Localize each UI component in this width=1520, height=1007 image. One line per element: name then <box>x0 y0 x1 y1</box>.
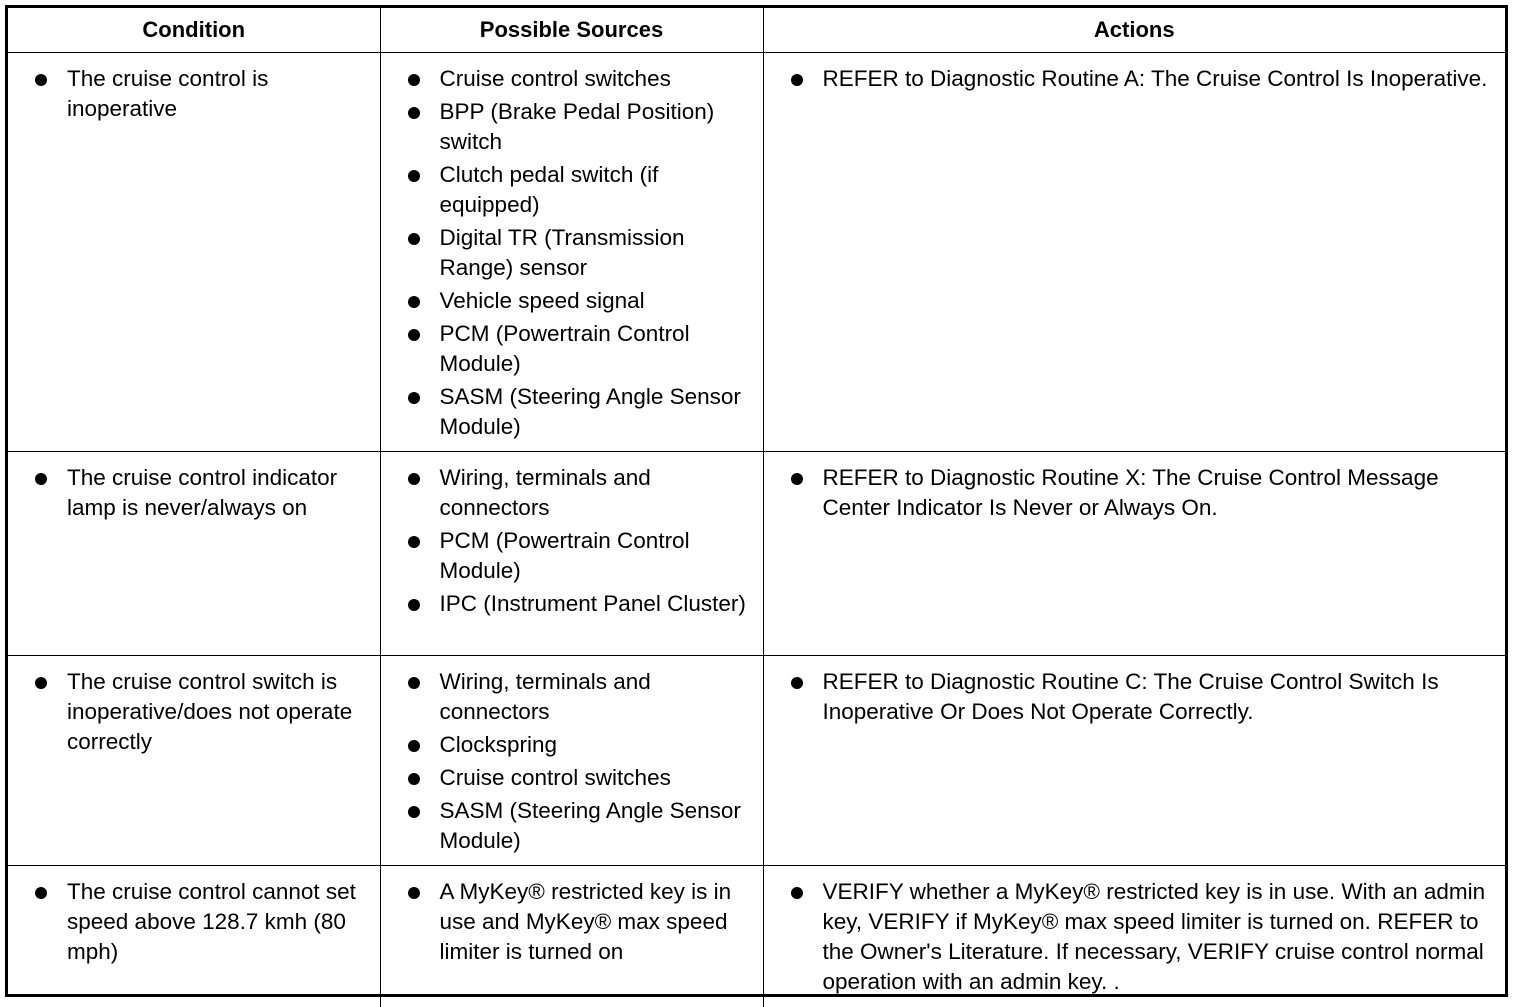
diagnostic-table-frame <box>5 5 1508 997</box>
header-possible-sources: Possible Sources <box>380 8 763 53</box>
table-row <box>8 53 1505 452</box>
source-item: SASM (Steering Angle Sensor Module) <box>401 382 755 442</box>
action-text: REFER to Diagnostic Routine A: The Cruise Control Is Inoperative. <box>784 64 1498 94</box>
source-item: PCM (Powertrain Control Module) <box>401 319 755 379</box>
source-item: Wiring, terminals and connectors <box>401 463 755 523</box>
header-row <box>8 8 1505 53</box>
action-cell <box>763 866 1505 1007</box>
source-item: Cruise control switches <box>401 64 755 94</box>
source-item: BPP (Brake Pedal Position) switch <box>401 97 755 157</box>
header-actions: Actions <box>763 8 1505 53</box>
sources-cell <box>380 452 763 656</box>
table-row <box>8 656 1505 866</box>
condition-cell <box>8 53 380 452</box>
condition-cell <box>8 656 380 866</box>
sources-cell <box>380 656 763 866</box>
action-text: REFER to Diagnostic Routine C: The Cruise Control Switch Is Inoperative Or Does Not Operate Correctly. <box>784 667 1498 727</box>
condition-cell <box>8 866 380 1007</box>
table-row <box>8 866 1505 1007</box>
source-item: SASM (Steering Angle Sensor Module) <box>401 796 755 856</box>
condition-text: The cruise control switch is inoperative/does not operate correctly <box>28 667 372 757</box>
action-cell <box>763 53 1505 452</box>
condition-text: The cruise control cannot set speed above 128.7 kmh (80 mph) <box>28 877 372 967</box>
action-text: VERIFY whether a MyKey® restricted key is in use. With an admin key, VERIFY if MyKey® max speed limiter is turned on. REFER to the Owner's Literature. If necessary, VERIFY cruise control normal operation with an admin key. . <box>784 877 1498 997</box>
source-item: A MyKey® restricted key is in use and MyKey® max speed limiter is turned on <box>401 877 755 967</box>
source-item: Clockspring <box>401 730 755 760</box>
source-item: Cruise control switches <box>401 763 755 793</box>
table-row <box>8 452 1505 656</box>
action-cell <box>763 656 1505 866</box>
source-item: Clutch pedal switch (if equipped) <box>401 160 755 220</box>
source-item: Digital TR (Transmission Range) sensor <box>401 223 755 283</box>
symptom-chart-table <box>8 8 1505 1007</box>
header-condition: Condition <box>8 8 380 53</box>
action-text: REFER to Diagnostic Routine X: The Cruise Control Message Center Indicator Is Never or Always On. <box>784 463 1498 523</box>
condition-text: The cruise control indicator lamp is never/always on <box>28 463 372 523</box>
source-item: IPC (Instrument Panel Cluster) <box>401 589 755 619</box>
source-item: Vehicle speed signal <box>401 286 755 316</box>
sources-cell <box>380 866 763 1007</box>
source-item: Wiring, terminals and connectors <box>401 667 755 727</box>
sources-cell <box>380 53 763 452</box>
condition-cell <box>8 452 380 656</box>
action-cell <box>763 452 1505 656</box>
source-item: PCM (Powertrain Control Module) <box>401 526 755 586</box>
condition-text: The cruise control is inoperative <box>28 64 372 124</box>
